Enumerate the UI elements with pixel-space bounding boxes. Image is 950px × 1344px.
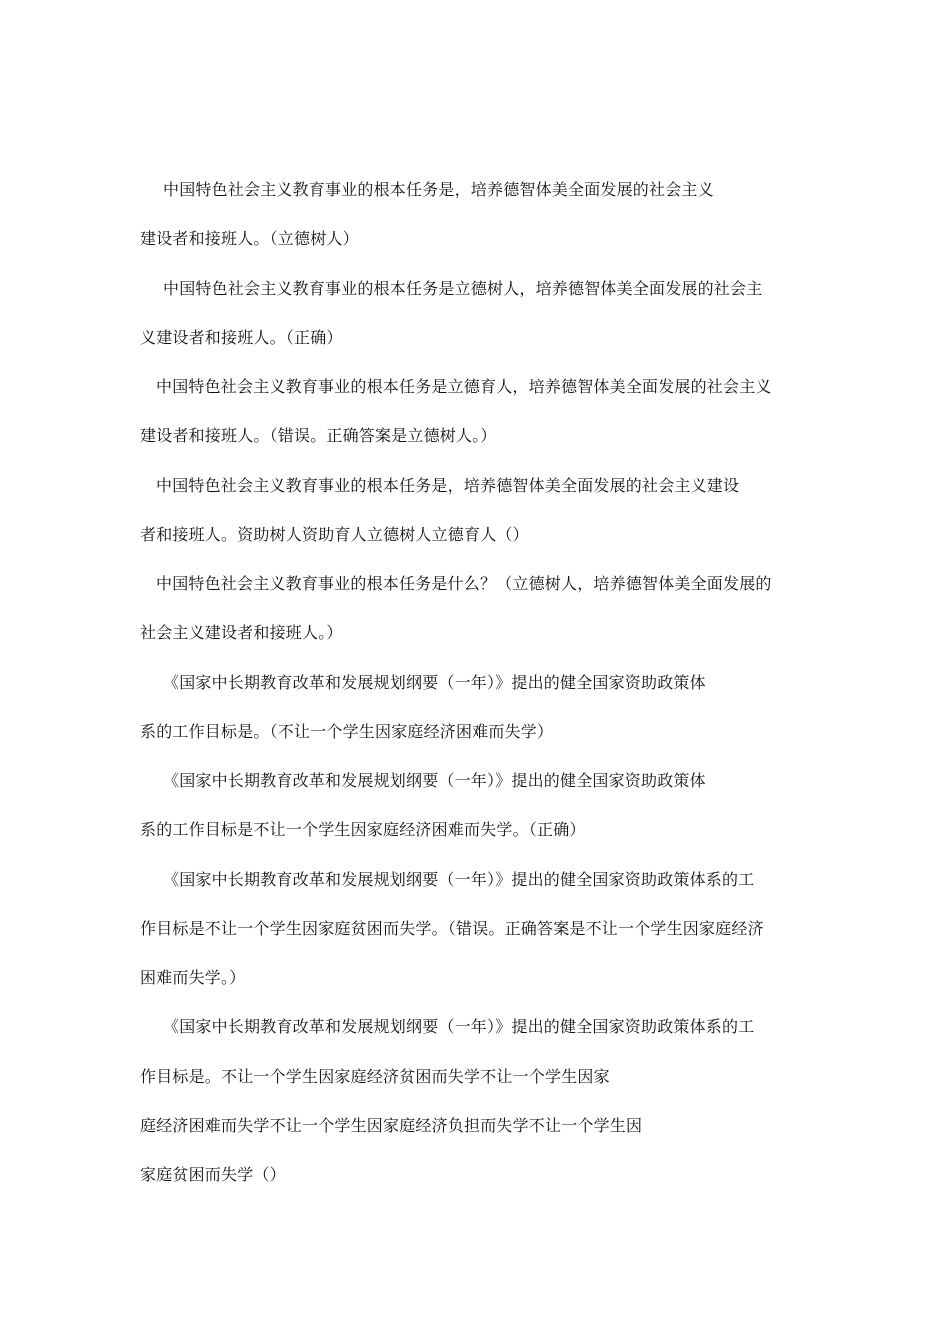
text-line-17: 困难而失学。） bbox=[140, 968, 246, 987]
text-line-5: 中国特色社会主义教育事业的根本任务是立德育人，培养德智体美全面发展的社会主义 bbox=[156, 377, 772, 396]
text-line-3: 中国特色社会主义教育事业的根本任务是立德树人，培养德智体美全面发展的社会主 bbox=[163, 279, 763, 298]
text-line-15: 《国家中长期教育改革和发展规划纲要（一年）》提出的健全国家资助政策体系的工 bbox=[163, 870, 755, 889]
text-line-14: 系的工作目标是不让一个学生因家庭经济困难而失学。（正确） bbox=[140, 820, 586, 839]
text-line-6: 建设者和接班人。（错误。正确答案是立德树人。） bbox=[140, 426, 497, 445]
text-line-21: 家庭贫困而失学（） bbox=[140, 1165, 286, 1184]
text-line-16: 作目标是不让一个学生因家庭贫困而失学。（错误。正确答案是不让一个学生因家庭经济 bbox=[140, 919, 764, 938]
text-line-1: 中国特色社会主义教育事业的根本任务是，培养德智体美全面发展的社会主义 bbox=[163, 180, 714, 199]
text-line-2: 建设者和接班人。（立德树人） bbox=[140, 229, 359, 248]
text-line-10: 社会主义建设者和接班人。） bbox=[140, 623, 343, 642]
text-line-13: 《国家中长期教育改革和发展规划纲要（一年）》提出的健全国家资助政策体 bbox=[163, 771, 706, 790]
text-line-12: 系的工作目标是。（不让一个学生因家庭经济困难而失学） bbox=[140, 722, 554, 741]
text-line-11: 《国家中长期教育改革和发展规划纲要（一年）》提出的健全国家资助政策体 bbox=[163, 673, 706, 692]
text-line-9: 中国特色社会主义教育事业的根本任务是什么？（立德树人，培养德智体美全面发展的 bbox=[156, 574, 772, 593]
text-line-18: 《国家中长期教育改革和发展规划纲要（一年）》提出的健全国家资助政策体系的工 bbox=[163, 1017, 755, 1036]
text-line-7: 中国特色社会主义教育事业的根本任务是，培养德智体美全面发展的社会主义建设 bbox=[156, 476, 740, 495]
text-line-19: 作目标是。不让一个学生因家庭经济贫困而失学不让一个学生因家 bbox=[140, 1067, 610, 1086]
text-line-4: 义建设者和接班人。（正确） bbox=[140, 328, 343, 347]
text-line-20: 庭经济困难而失学不让一个学生因家庭经济负担而失学不让一个学生因 bbox=[140, 1116, 643, 1135]
text-line-8: 者和接班人。资助树人资助育人立德树人立德育人（） bbox=[140, 525, 529, 544]
